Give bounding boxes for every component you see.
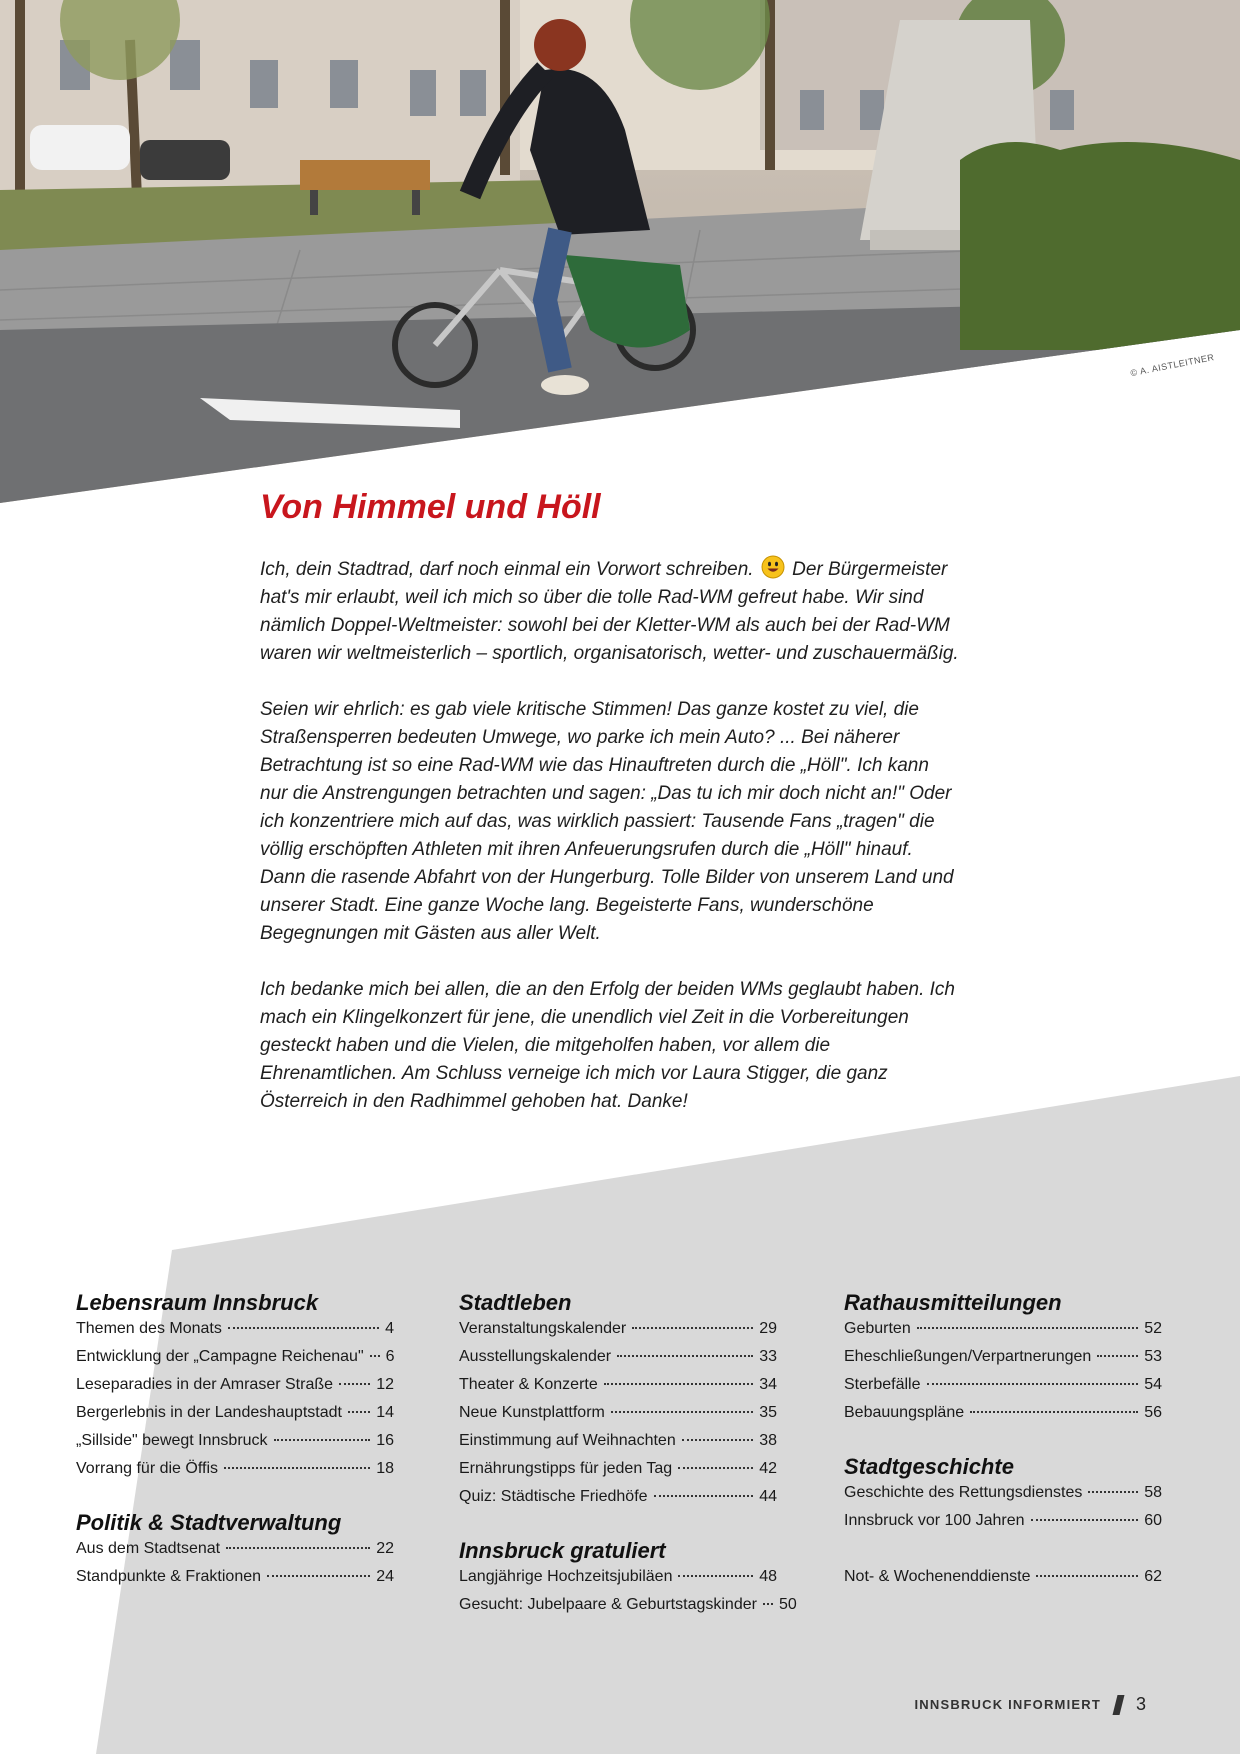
toc-entry[interactable]: [844, 1348, 1162, 1376]
toc-entry[interactable]: [459, 1320, 777, 1348]
toc-section: [76, 1510, 394, 1596]
toc-heading: Lebensraum Innsbruck: [76, 1290, 319, 1315]
toc-entry[interactable]: [459, 1376, 777, 1404]
toc-leader-dots: [348, 1411, 370, 1413]
toc-entry-label: „Sillside" bewegt Innsbruck: [76, 1432, 268, 1449]
toc-leader-dots: [228, 1327, 379, 1329]
toc-entry[interactable]: [844, 1568, 1162, 1596]
toc-entry-page: 54: [1144, 1376, 1162, 1393]
toc-entry[interactable]: [459, 1488, 777, 1516]
toc-section: [459, 1538, 797, 1624]
toc-leader-dots: [678, 1467, 753, 1469]
toc-entry-label: Geburten: [844, 1320, 911, 1337]
toc-entry[interactable]: [459, 1596, 797, 1624]
toc-leader-dots: [1031, 1519, 1139, 1521]
toc-leader-dots: [617, 1355, 753, 1357]
toc-entry-label: Neue Kunstplattform: [459, 1404, 605, 1421]
toc-leader-dots: [654, 1495, 754, 1497]
toc-entry[interactable]: [844, 1512, 1162, 1540]
toc-section: [844, 1454, 1162, 1540]
article-title: Von Himmel und Höll: [260, 488, 601, 526]
toc-entry-label: Langjährige Hochzeitsjubiläen: [459, 1568, 673, 1585]
toc-entry[interactable]: [844, 1376, 1162, 1404]
toc-entry-label: Entwicklung der „Campagne Reichenau": [76, 1348, 364, 1365]
toc-spacer: [844, 1540, 1162, 1568]
toc-leader-dots: [274, 1439, 371, 1441]
toc-entry-label: Leseparadies in der Amraser Straße: [76, 1376, 334, 1393]
toc-entry[interactable]: [844, 1404, 1162, 1432]
toc-entry-page: 6: [385, 1348, 395, 1365]
toc-entry[interactable]: [76, 1320, 394, 1348]
toc-entry-label: Bergerlebnis in der Landeshauptstadt: [76, 1404, 342, 1421]
toc-entry-page: 44: [759, 1488, 777, 1505]
toc-entry-label: Gesucht: Jubelpaare & Geburtstagskinder: [459, 1596, 757, 1613]
toc-entry-label: Standpunkte & Fraktionen: [76, 1568, 262, 1585]
photo-credit: © A. AISTLEITNER: [1129, 352, 1215, 379]
toc-entry-label: Themen des Monats: [76, 1320, 222, 1337]
toc-entry-page: 35: [759, 1404, 777, 1421]
toc-leader-dots: [224, 1467, 370, 1469]
toc-leader-dots: [970, 1411, 1138, 1413]
toc-entry-page: 56: [1144, 1404, 1162, 1421]
toc-entry-page: 34: [759, 1376, 777, 1393]
toc-entry-page: 60: [1144, 1512, 1162, 1529]
toc-entry[interactable]: [459, 1568, 777, 1596]
toc-entry[interactable]: [459, 1432, 777, 1460]
toc-entry-page: 33: [759, 1348, 777, 1365]
toc-entry[interactable]: [459, 1348, 777, 1376]
footer-divider: [1112, 1695, 1124, 1715]
toc-entry-page: 4: [385, 1320, 394, 1337]
article-paragraph-3: Ich bedanke mich bei allen, die an den Erfolg der beiden WMs geglaubt haben. Ich mach ein Klingelkonzert für jene, die unendlich viel Zeit in die Vorbereitungen gesteckt haben und die Vielen, die mitgeholfen haben, vor allem die Ehrenamtlichen. Am Schluss verneige ich mich vor Laura Stigger, die ganz Österreich in den Radhimmel gehoben hat. Danke!: [260, 979, 956, 1112]
toc-leader-dots: [678, 1575, 753, 1577]
toc-entry-label: Geschichte des Rettungsdienstes: [844, 1484, 1083, 1501]
magazine-name: INNSBRUCK INFORMIERT: [914, 1697, 1101, 1712]
toc-entry-page: 53: [1144, 1348, 1162, 1365]
toc-entry-page: 22: [376, 1540, 394, 1557]
toc-entry-label: Not- & Wochenenddienste: [844, 1568, 1031, 1585]
toc-entry-label: Ausstellungskalender: [459, 1348, 612, 1365]
toc-leader-dots: [604, 1383, 753, 1385]
toc-entry[interactable]: [76, 1376, 394, 1404]
toc-column-2: [459, 1290, 797, 1646]
toc-entry-page: 18: [376, 1460, 394, 1477]
page-number: 3: [1135, 1694, 1146, 1714]
toc-leader-dots: [339, 1383, 370, 1385]
toc-entry-label: Innsbruck vor 100 Jahren: [844, 1512, 1025, 1529]
toc-entry-page: 52: [1144, 1320, 1162, 1337]
toc-leader-dots: [1097, 1355, 1138, 1357]
toc-section: [844, 1290, 1162, 1432]
toc-leader-dots: [1036, 1575, 1138, 1577]
toc-leader-dots: [226, 1547, 370, 1549]
toc-section: [76, 1290, 394, 1488]
toc-leader-dots: [763, 1603, 773, 1605]
toc-section: [844, 1540, 1162, 1596]
toc-entry[interactable]: [844, 1320, 1162, 1348]
toc-heading: Rathausmitteilungen: [844, 1290, 1062, 1315]
article-paragraph-2: Seien wir ehrlich: es gab viele kritische Stimmen! Das ganze kostet zu viel, die Straßensperren bedeuten Umwege, wo parke ich mein Auto? ... Bei näherer Betrachtung ist so eine Rad-WM wie das Hinauftreten durch die „Höll". Ich kann nur die Anstrengungen betrachten und sagen: „Das tu ich mir doch nicht an!" Oder ich konzentriere mich auf das, was wirklich passiert: Tausende Fans „tragen" die völlig erschöpften Athleten mit ihren Anfeuerungsrufen durch die „Höll" hinauf. Dann die rasende Abfahrt von der Hungerburg. Tolle Bilder von unserem Land und unserer Stadt. Eine ganze Woche lang. Begeisterte Fans, wunderschöne Begegnungen mit Gästen aus aller Welt.: [260, 699, 954, 944]
toc-entry-page: 29: [759, 1320, 777, 1337]
toc-leader-dots: [927, 1383, 1139, 1385]
toc-entry-label: Sterbefälle: [844, 1376, 921, 1393]
toc-heading: Politik & Stadtverwaltung: [76, 1510, 342, 1535]
toc-entry-page: 16: [376, 1432, 394, 1449]
toc-leader-dots: [1088, 1491, 1138, 1493]
toc-entry[interactable]: [76, 1404, 394, 1432]
toc-entry[interactable]: [76, 1432, 394, 1460]
toc-heading: Stadtgeschichte: [844, 1454, 1014, 1479]
toc-entry-label: Bebauungspläne: [844, 1404, 965, 1421]
toc-entry-label: Veranstaltungskalender: [459, 1320, 627, 1337]
toc-entry-page: 48: [759, 1568, 777, 1585]
smiley-icon: [761, 555, 785, 579]
toc-leader-dots: [267, 1575, 370, 1577]
toc-entry[interactable]: [76, 1568, 394, 1596]
toc-leader-dots: [917, 1327, 1138, 1329]
toc-entry[interactable]: [76, 1460, 394, 1488]
toc-leader-dots: [682, 1439, 753, 1441]
toc-entry-page: 24: [376, 1568, 394, 1585]
article-body: [260, 555, 960, 1144]
toc-entry-label: Einstimmung auf Weihnachten: [459, 1432, 676, 1449]
toc-entry[interactable]: [76, 1540, 394, 1568]
toc-section: [459, 1290, 777, 1516]
toc-leader-dots: [611, 1411, 753, 1413]
toc-entry[interactable]: [459, 1460, 777, 1488]
toc-heading: Innsbruck gratuliert: [459, 1538, 666, 1563]
toc-entry-page: 38: [759, 1432, 777, 1449]
toc-entry[interactable]: [844, 1484, 1162, 1512]
toc-leader-dots: [632, 1327, 753, 1329]
toc-column-1: [76, 1290, 394, 1618]
toc-entry-page: 14: [376, 1404, 394, 1421]
toc-entry-label: Vorrang für die Öffis: [76, 1460, 218, 1477]
toc-entry-page: 58: [1144, 1484, 1162, 1501]
hero-photo: [0, 0, 1240, 510]
toc-entry-page: 12: [376, 1376, 394, 1393]
toc-entry-page: 50: [778, 1596, 797, 1613]
toc-entry-label: Quiz: Städtische Friedhöfe: [459, 1488, 648, 1505]
toc-entry-page: 42: [759, 1460, 777, 1477]
toc-entry[interactable]: [76, 1348, 394, 1376]
article-paragraph-1-end: Der Bürgermeister hat's mir erlaubt, weil ich mich so über die tolle Rad-WM gefreut habe. Wir sind nämlich Doppel-Weltmeister: sowohl bei der Kletter-WM als auch bei der Rad-WM waren wir weltmeisterlich – sportlich, organisatorisch, wetter- und zuschauermäßig.: [260, 559, 959, 664]
toc-entry-label: Aus dem Stadtsenat: [76, 1540, 221, 1557]
toc-entry-label: Eheschließungen/Verpartnerungen: [844, 1348, 1092, 1365]
toc-column-3: [844, 1290, 1162, 1618]
article-paragraph-1-start: Ich, dein Stadtrad, darf noch einmal ein Vorwort schreiben.: [260, 559, 754, 580]
article-paragraph-1: [260, 555, 960, 668]
toc-heading: Stadtleben: [459, 1290, 572, 1315]
toc-entry-label: Ernährungstipps für jeden Tag: [459, 1460, 673, 1477]
toc-entry-page: 62: [1144, 1568, 1162, 1585]
page-footer: [914, 1694, 1146, 1715]
toc-entry[interactable]: [459, 1404, 777, 1432]
toc-entry-label: Theater & Konzerte: [459, 1376, 598, 1393]
toc-leader-dots: [370, 1355, 380, 1357]
